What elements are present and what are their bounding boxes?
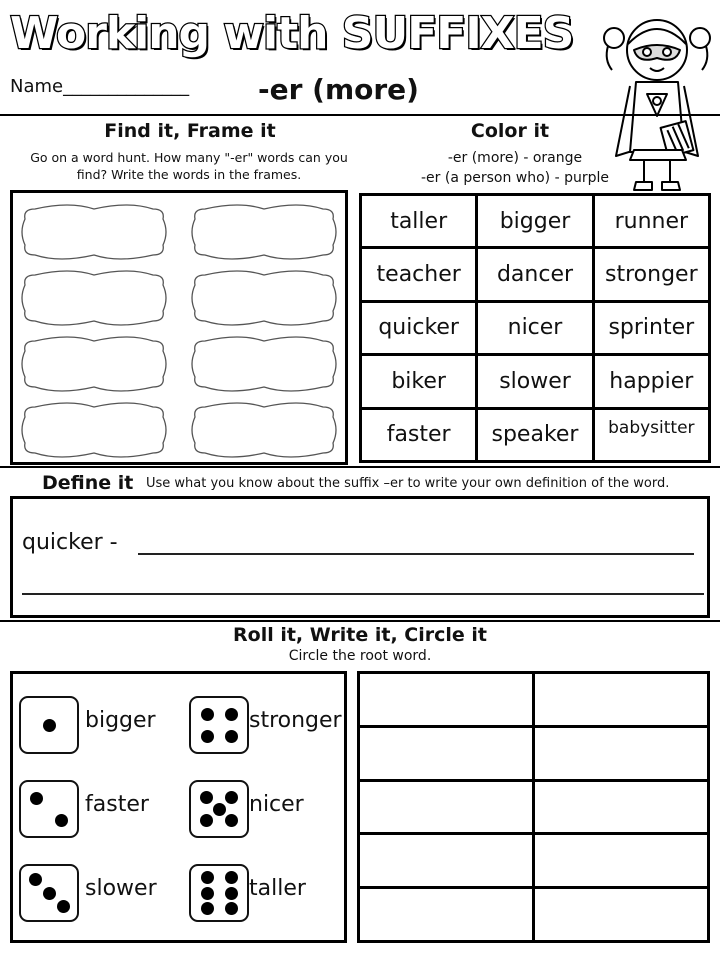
dice-word: taller [249,876,306,901]
suffix-heading: -er (more) [258,73,419,106]
die-pip [225,730,238,743]
color-word-cell[interactable]: dancer [478,249,591,299]
dice-word: faster [85,792,149,817]
page-title: Working with SUFFIXES [10,8,574,59]
color-word-cell[interactable]: faster [362,410,475,460]
color-word-cell[interactable]: babysitter [595,410,708,460]
definition-line-2[interactable] [22,593,704,595]
roll-table-cell[interactable] [360,674,532,725]
dice-word: nicer [249,792,304,817]
color-key-orange: -er (more) - orange [447,150,583,166]
word-frame[interactable] [22,403,166,457]
roll-table-cell[interactable] [360,728,532,779]
die-pip [201,887,214,900]
color-word-grid [359,193,711,463]
die-pip [30,792,43,805]
word-frame[interactable] [22,205,166,259]
color-word-cell[interactable]: teacher [362,249,475,299]
find-it-instructions: Go on a word hunt. How many "-er" words can you find? Write the words in the frames. [30,150,348,182]
frames-box [10,190,348,465]
color-word-cell[interactable]: sprinter [595,303,708,353]
die-pip [225,814,238,827]
dice-word: stronger [249,708,342,733]
die-face-4-icon [189,696,249,754]
die-pip [201,902,214,915]
die-pip [225,902,238,915]
color-word-cell[interactable]: speaker [478,410,591,460]
die-pip [55,814,68,827]
definition-box[interactable] [10,496,710,618]
die-pip [201,708,214,721]
color-key [405,148,625,189]
die-pip [200,791,213,804]
define-it-instructions: Use what you know about the suffix –er to write your own definition of the word. [146,476,670,491]
color-word-cell[interactable]: biker [362,356,475,406]
roll-table-cell[interactable] [535,835,707,886]
die-face-3-icon [19,864,79,922]
dice-word: slower [85,876,157,901]
define-it-title: Define it [42,472,134,494]
die-pip [201,871,214,884]
die-pip [225,708,238,721]
color-word-cell[interactable]: runner [595,196,708,246]
word-frame[interactable] [192,271,336,325]
die-face-5-icon [189,780,249,838]
color-word-cell[interactable]: quicker [362,303,475,353]
die-pip [213,803,226,816]
die-pip [43,719,56,732]
die-pip [225,887,238,900]
roll-table-cell[interactable] [360,782,532,833]
color-word-cell[interactable]: nicer [478,303,591,353]
roll-it-subtitle: Circle the root word. [288,648,432,664]
roll-table-cell[interactable] [535,889,707,940]
name-blank: ______________ [63,76,190,97]
divider-mid [0,466,720,468]
color-word-cell[interactable]: slower [478,356,591,406]
word-frame[interactable] [192,403,336,457]
die-face-6-icon [189,864,249,922]
roll-it-title: Roll it, Write it, Circle it [233,624,487,646]
roll-table-cell[interactable] [535,728,707,779]
color-word-cell[interactable]: stronger [595,249,708,299]
die-face-1-icon [19,696,79,754]
roll-record-table [357,671,710,943]
color-it-title: Color it [470,120,550,142]
word-frames [13,193,345,462]
divider-top [0,114,720,116]
word-frame[interactable] [22,337,166,391]
word-frame[interactable] [192,337,336,391]
color-key-purple: -er (a person who) - purple [420,170,609,187]
die-face-2-icon [19,780,79,838]
roll-table-cell[interactable] [360,889,532,940]
word-frame[interactable] [192,205,336,259]
roll-table-cell[interactable] [360,835,532,886]
color-word-cell[interactable]: happier [595,356,708,406]
die-pip [201,730,214,743]
die-pip [43,887,56,900]
dice-word: bigger [85,708,156,733]
definition-word: quicker - [22,530,118,555]
word-frame[interactable] [22,271,166,325]
roll-table-cell[interactable] [535,674,707,725]
definition-line-1[interactable] [138,553,694,555]
die-pip [225,791,238,804]
roll-table-cell[interactable] [535,782,707,833]
die-pip [225,871,238,884]
die-pip [57,900,70,913]
color-word-cell[interactable]: taller [362,196,475,246]
die-pip [29,873,42,886]
color-word-cell[interactable]: bigger [478,196,591,246]
dice-box [10,671,347,943]
divider-bottom [0,620,720,622]
die-pip [200,814,213,827]
name-field[interactable] [10,76,189,97]
find-it-title: Find it, Frame it [104,120,276,142]
name-label: Name [10,76,64,97]
